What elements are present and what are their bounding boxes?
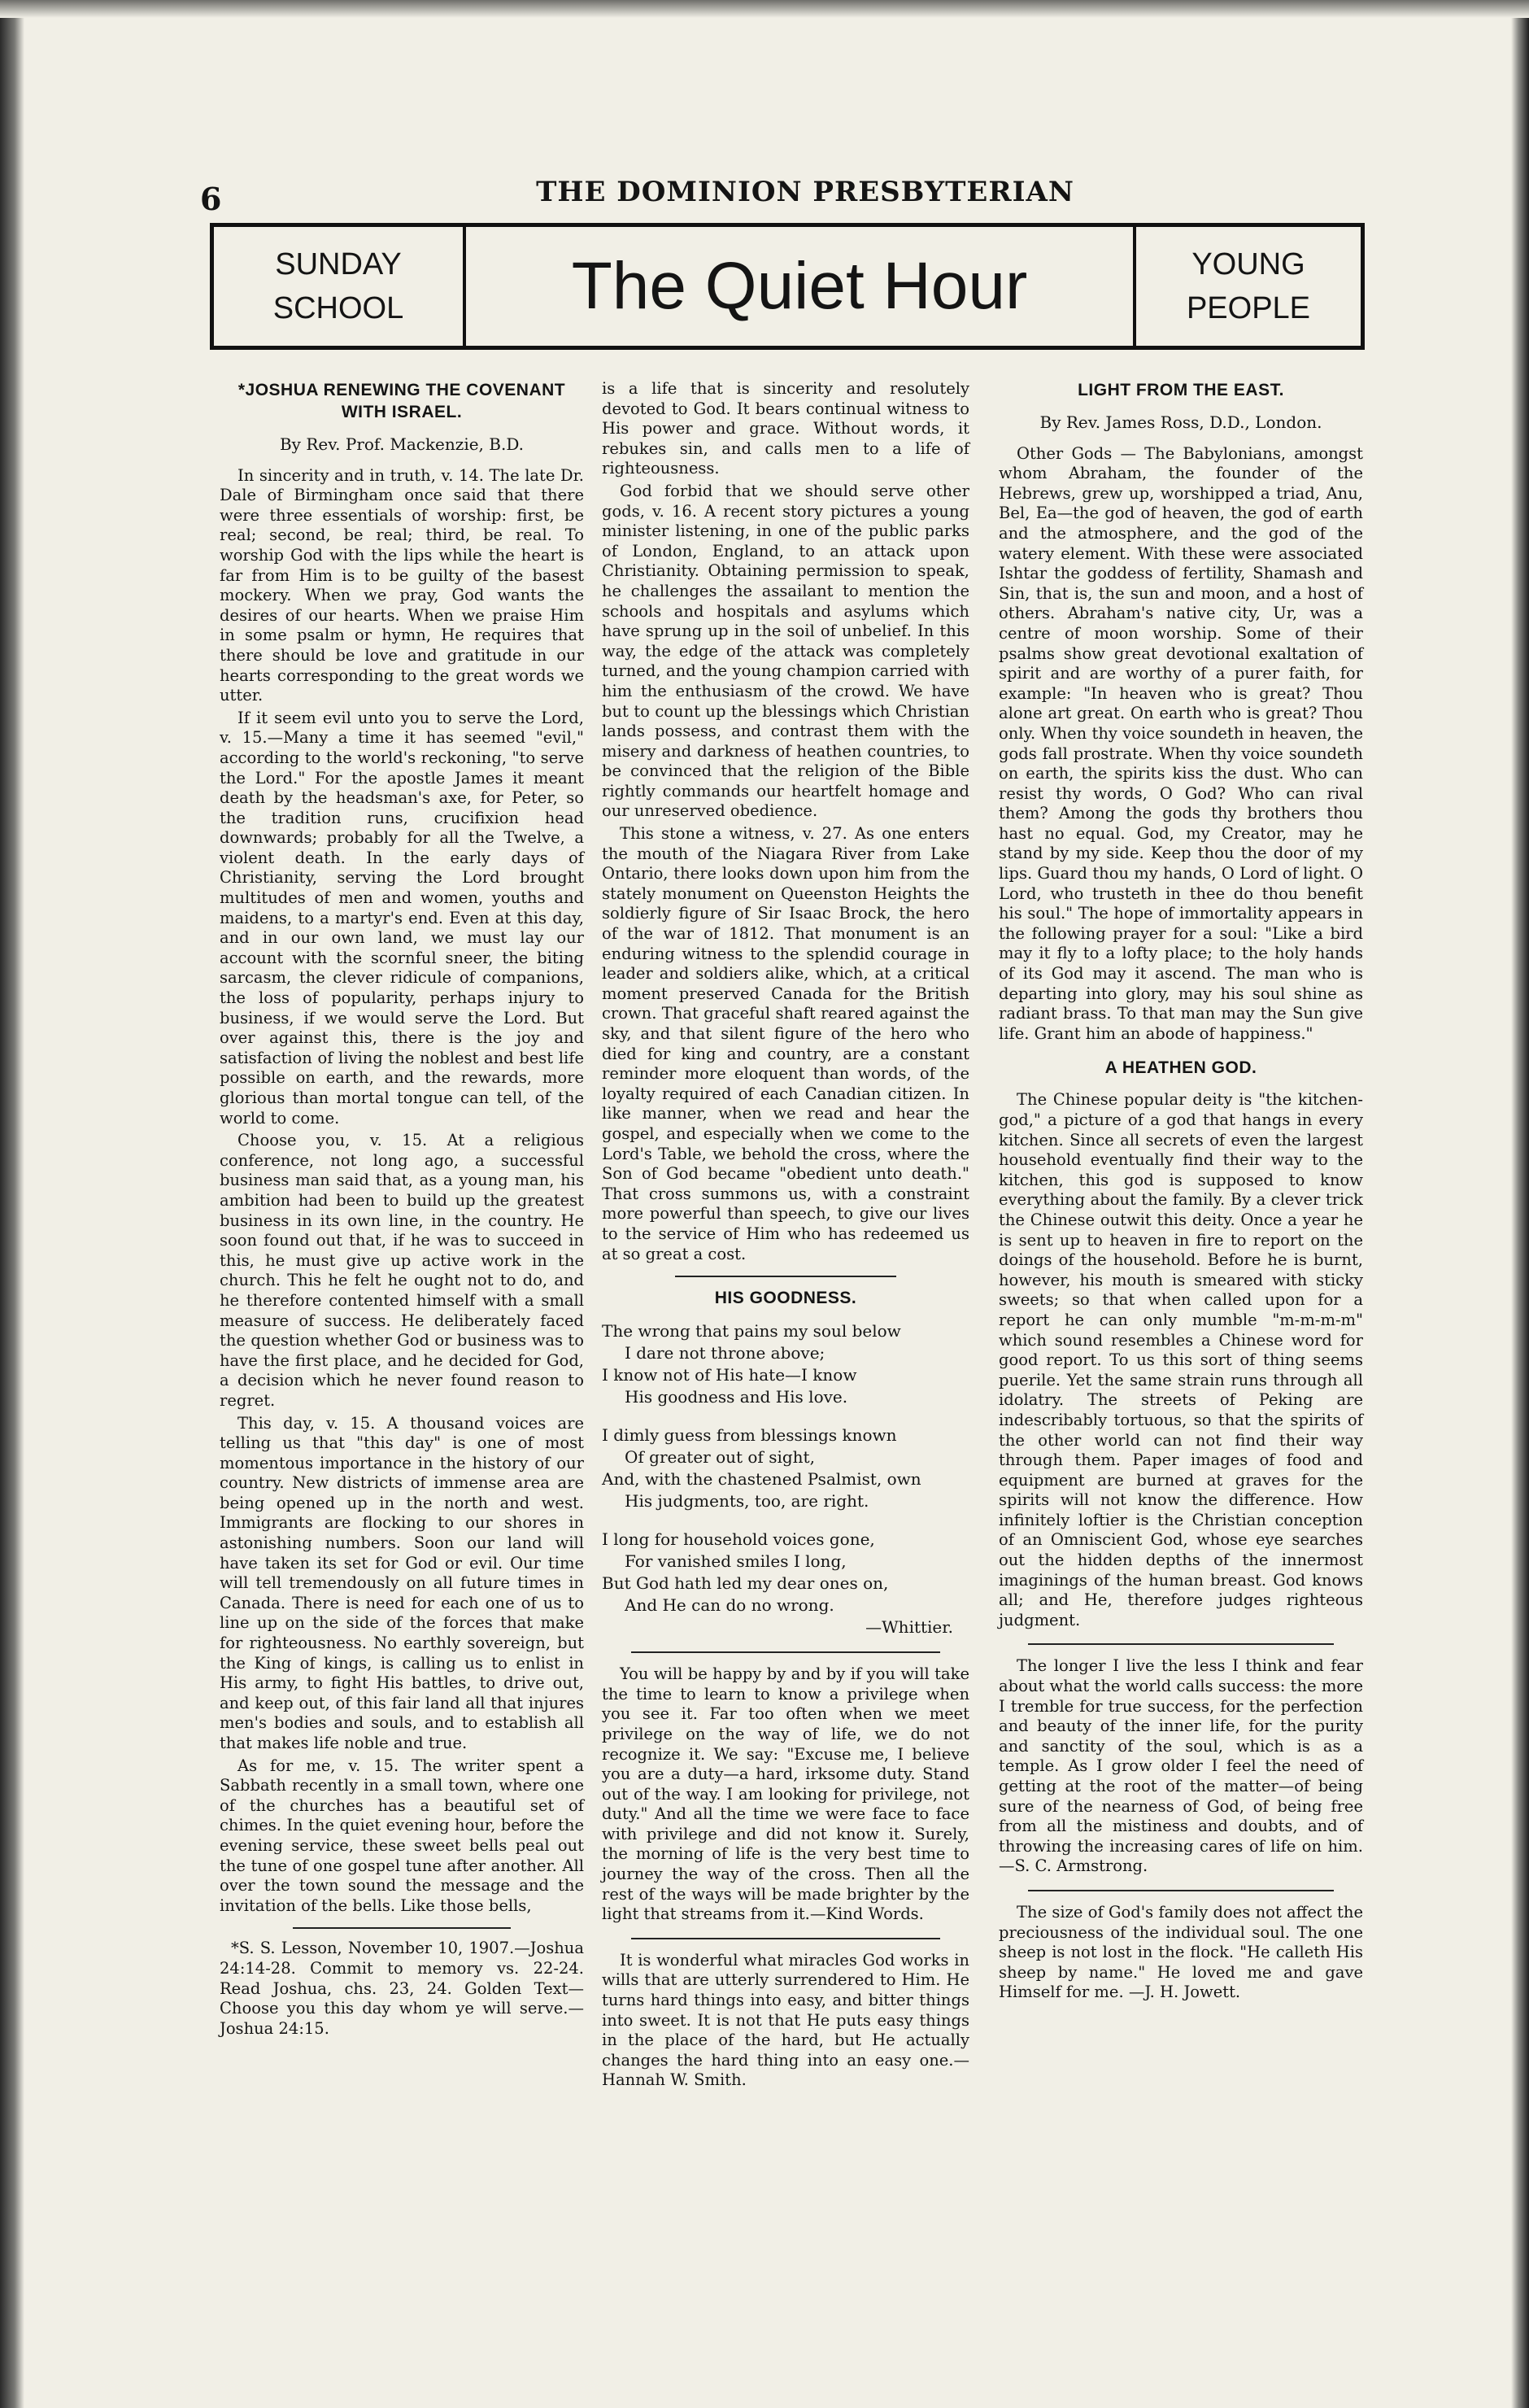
running-head: THE DOMINION PRESBYTERIAN	[536, 176, 1074, 208]
poem-line: I know not of His hate—I know	[602, 1365, 857, 1385]
poem-headline: HIS GOODNESS.	[714, 1289, 857, 1308]
article1-continued-paragraph: is a life that is sincerity and resolutely devoted to God. It bears continual witness to His power and grace. Without words, it rebukes sin, and calls men to a life of righteousness.	[602, 379, 969, 478]
poem-stanza	[602, 1320, 969, 1408]
article1-paragraph: Choose you, v. 15. At a religious conference, not long ago, a successful business man said that, as a young man, his ambition had been to build up the greatest business in its own line, in the country. He soon found out that, if he was to succeed in this, he must give up active work in the church. This he felt he ought not to do, and he therefore contented himself with a small measure of success. He deliberately faced the question whether God or business was to have the first place, and he decided for God, a decision which he never found reason to regret.	[220, 1131, 584, 1410]
scan-edge-top	[0, 0, 1529, 18]
hannah-smith-paragraph: It is wonderful what miracles God works in wills that are utterly surrendered to Him. He turns hard things into easy, and bitter things into sweet. It is not that He puts easy things in the place of the hard, but He actually changes the hard thing into an easy one.—Hannah W. Smith.	[602, 1950, 969, 2090]
article1-continued-paragraph: God forbid that we should serve other gods, v. 16. A recent story pictures a young minister listening, in one of the public parks of London, England, to an attack upon Christianity. Obtaining permission to speak, he challenges the assailant to mention the schools and hospitals and asylums which have sprung up in the soil of unbelief. In this way, the edge of the attack was completely turned, and the young champion carried with him the enthusiasm of the crowd. We have but to count up the blessings which Christian lands possess, and contrast them with the misery and darkness of heathen countries, to be convinced that the religion of the Bible rightly commands our heartfelt homage and our unreserved obedience.	[602, 481, 969, 821]
poem-line: I dare not throne above;	[625, 1343, 825, 1363]
article2-byline: By Rev. James Ross, D.D., London.	[1039, 412, 1322, 432]
divider-rule	[631, 1651, 940, 1653]
poem-line: But God hath led my dear ones on,	[602, 1573, 889, 1594]
poem-line: I dimly guess from blessings known	[602, 1425, 897, 1446]
article1-paragraph: In sincerity and in truth, v. 14. The late Dr. Dale of Birmingham once said that there were three essentials of worship: first, be real; second, be real; third, be real. To worship God with the lips while the heart is far from Him is to be guilty of the basest mockery. When we pray, God wants the desires of our hearts. When we praise Him in some psalm or hymn, He requires that there should be love and gratitude in our hearts corresponding to the great words we utter.	[220, 465, 584, 705]
banner-right-line1: YOUNG	[1191, 247, 1305, 281]
banner-left-line2: SCHOOL	[272, 291, 404, 325]
divider-rule	[1028, 1890, 1334, 1891]
poem-line: His judgments, too, are right.	[625, 1491, 869, 1512]
article2-paragraph: Other Gods — The Babylonians, amongst whom Abraham, the founder of the Hebrews, grew up, worshipped a triad, Anu, Bel, Ea—the god of heaven, the god of earth and the atmosphere, and the god of the watery element. With these were associated Ishtar the goddess of fertility, Shamash and Sin, that is, the sun and moon, and a host of others. Abraham's native city, Ur, was a centre of moon worship. Some of their psalms show great devotional exaltation of spirit and are worthy of a purer faith, for example: "In heaven who is great? Thou alone art great. On earth who is great? Thou only. When thy voice soundeth in heaven, the gods fall prostrate. When thy voice soundeth on earth, the spirits kiss the dust. Who can resist thy words, O God? Who can rival them? Among the gods thy brothers thou hast no equal. God, my Creator, may he stand by my side. Keep thou the door of my lips. Guard thou my hands, O Lord of light. O Lord, who trusteth in thee do thou benefit his soul." The hope of immortality appears in the following prayer for a soul: "Like a bird may it fly to a lofty place; to the holy hands of its God may it ascend. The man who is departing into glory, may his soul shine as radiant brass. To that man may the Sun give life. Grant him an abode of happiness."	[999, 443, 1363, 1043]
poem-line: I long for household voices gone,	[602, 1529, 875, 1550]
poem-his-goodness	[602, 1320, 969, 1638]
article1-paragraph: This day, v. 15. A thousand voices are telling us that "this day" is one of most momentous importance in the history of our country. New districts of immense area are being opened up in the north and west. Immigrants are flocking to our shores in astonishing numbers. Soon our land will have taken its set for God or evil. Our time will tell tremendously on all future times in Canada. There is need for each one of us to line up on the side of the forces that make for righteousness. No earthly sovereign, but the King of kings, is calling us to enlist in His army, to fight His battles, to drive out, and keep out, of this fair land all that injures men's bodies and souls, and to establish all that makes life noble and true.	[220, 1413, 584, 1752]
column-1	[220, 379, 584, 2041]
divider-rule	[675, 1276, 895, 1277]
banner-left-line1: SUNDAY	[275, 247, 402, 281]
column-2	[602, 379, 969, 2093]
banner-right-box	[1133, 227, 1361, 346]
banner-right-line2: PEOPLE	[1186, 291, 1311, 325]
poem-stanza	[602, 1529, 969, 1616]
section-banner	[210, 223, 1365, 350]
armstrong-paragraph: The longer I live the less I think and fear about what the world calls success: the more I tremble for true success, for the perfection and beauty of the inner life, for the purity and sanctity of the soul, which is as a temple. As I grow older I feel the need of getting at the root of the matter—of being sure of the nearness of God, of being free from all the mistiness and doubts, and of throwing the increasing cares of life on him.—S. C. Armstrong.	[999, 1656, 1363, 1876]
article1-byline: By Rev. Prof. Mackenzie, B.D.	[279, 434, 524, 454]
poem-line: The wrong that pains my soul below	[602, 1321, 901, 1341]
article1-paragraph: If it seem evil unto you to serve the Lord, v. 15.—Many a time it has seemed "evil," according to the world's reckoning, "to serve the Lord." For the apostle James it meant death by the headsman's axe, for Peter, so the tradition runs, crucifixion head downwards; probably for all the Twelve, a violent death. In the early days of Christianity, serving the Lord brought multitudes of men and women, youths and maidens, to a martyr's end. Even at this day, and in our own land, we must lay our account with the scornful sneer, the biting sarcasm, the clever ridicule of companions, the loss of popularity, perhaps injury to business, if we would serve the Lord. But over against this, there is the joy and satisfaction of living the noblest and best life possible on earth, and the rewards, more glorious than mortal tongue can tell, of the world to come.	[220, 708, 584, 1128]
poem-line: And He can do no wrong.	[625, 1595, 834, 1616]
divider-rule	[631, 1938, 940, 1939]
divider-rule	[293, 1927, 512, 1929]
poem-attribution: —Whittier.	[865, 1617, 953, 1638]
scan-edge-right	[1511, 0, 1529, 2408]
article1-paragraph: As for me, v. 15. The writer spent a Sabbath recently in a small town, where one of the churches has a beautiful set of chimes. In the quiet evening hour, before the evening service, these sweet bells peal out the tune of one gospel tune after another. All over the town sound the message and the invitation of the bells. Like those bells,	[220, 1756, 584, 1915]
article1-headline: *JOSHUA RENEWING THE COVENANT WITH ISRAEL.	[237, 381, 566, 421]
kind-words-paragraph: You will be happy by and by if you will take the time to learn to know a privilege when you see it. Far too often when we meet privilege on the way of life, we do not recognize it. We say: "Excuse me, I believe you are a duty—a hard, irksome duty. Stand out of the way. I am looking for privilege, not duty." And all the time we were face to face with privilege and did not know it. Surely, the morning of life is the very best time to journey the way of the cross. Then all the rest of the ways will be made brighter by the light that streams from it.—Kind Words.	[602, 1664, 969, 1924]
poem-stanza	[602, 1424, 969, 1512]
poem-line: His goodness and His love.	[625, 1387, 848, 1407]
article1-continued-paragraph: This stone a witness, v. 27. As one enters the mouth of the Niagara River from Lake Ontario, there looks down upon him from the stately monument on Queenston Heights the soldierly figure of Sir Isaac Brock, the hero of the war of 1812. That monument is an enduring witness to the splendid courage in leader and soldiers alike, which, at a critical moment preserved Canada for the British crown. That graceful shaft reared against the sky, and that silent figure of the hero who died for king and country, are a constant reminder more eloquent than words, of the loyalty required of each Canadian citizen. In like manner, when we read and hear the gospel, and especially when we come to the Lord's Table, we behold the cross, where the Son of God became "obedient unto death." That cross summons us, with a constraint more powerful than speech, to give our lives to the service of Him who has redeemed us at so great a cost.	[602, 824, 969, 1263]
article2-headline: LIGHT FROM THE EAST.	[1078, 381, 1284, 399]
page-number: 6	[200, 181, 222, 217]
poem-line: And, with the chastened Psalmist, own	[602, 1469, 921, 1490]
divider-rule	[1028, 1643, 1334, 1645]
footnote-text: *S. S. Lesson, November 10, 1907.—Joshua 24:14-28. Commit to memory vs. 22-24. Read Joshua, chs. 23, 24. Golden Text—Choose you this day whom ye will serve.—Joshua 24:15.	[220, 1939, 584, 2038]
article3-headline: A HEATHEN GOD.	[1104, 1058, 1257, 1078]
banner-left-box	[214, 227, 466, 346]
lesson-footnote	[220, 1939, 584, 2039]
column-3	[999, 379, 1363, 2005]
scan-edge-left	[0, 0, 24, 2408]
banner-title: The Quiet Hour	[571, 249, 1028, 323]
poem-line: Of greater out of sight,	[625, 1447, 815, 1468]
article3-paragraph: The Chinese popular deity is "the kitchen-god," a picture of a god that hangs in every kitchen. Since all secrets of even the largest household eventually find their way to the kitchen, this god is supposed to know everything about the family. By a clever trick the Chinese outwit this deity. Once a year he is sent up to heaven in fire to report on the doings of the household. Before he is burnt, however, his mouth is smeared with sticky sweets; so that when called upon for a report he can only mumble "m-m-m-m" which sound resembles a Chinese word for good report. To us this sort of thing seems puerile. Yet the same strain runs through all idolatry. The streets of Peking are indescribably tortuous, so that the spirits of the other world can not find their way through them. Paper images of food and equipment are burned at graves for the spirits will not know the difference. How infinitely loftier is the Christian conception of an Omniscient God, whose eye searches out the hidden depths of the innermost imaginings of the human breast. God knows all; and He, therefore judges righteous judgment.	[999, 1090, 1363, 1629]
jowett-paragraph: The size of God's family does not affect the preciousness of the individual soul. The one sheep is not lost in the flock. "He calleth His sheep by name." He loved me and gave Himself for me. —J. H. Jowett.	[999, 1902, 1363, 2002]
poem-line: For vanished smiles I long,	[625, 1551, 847, 1572]
